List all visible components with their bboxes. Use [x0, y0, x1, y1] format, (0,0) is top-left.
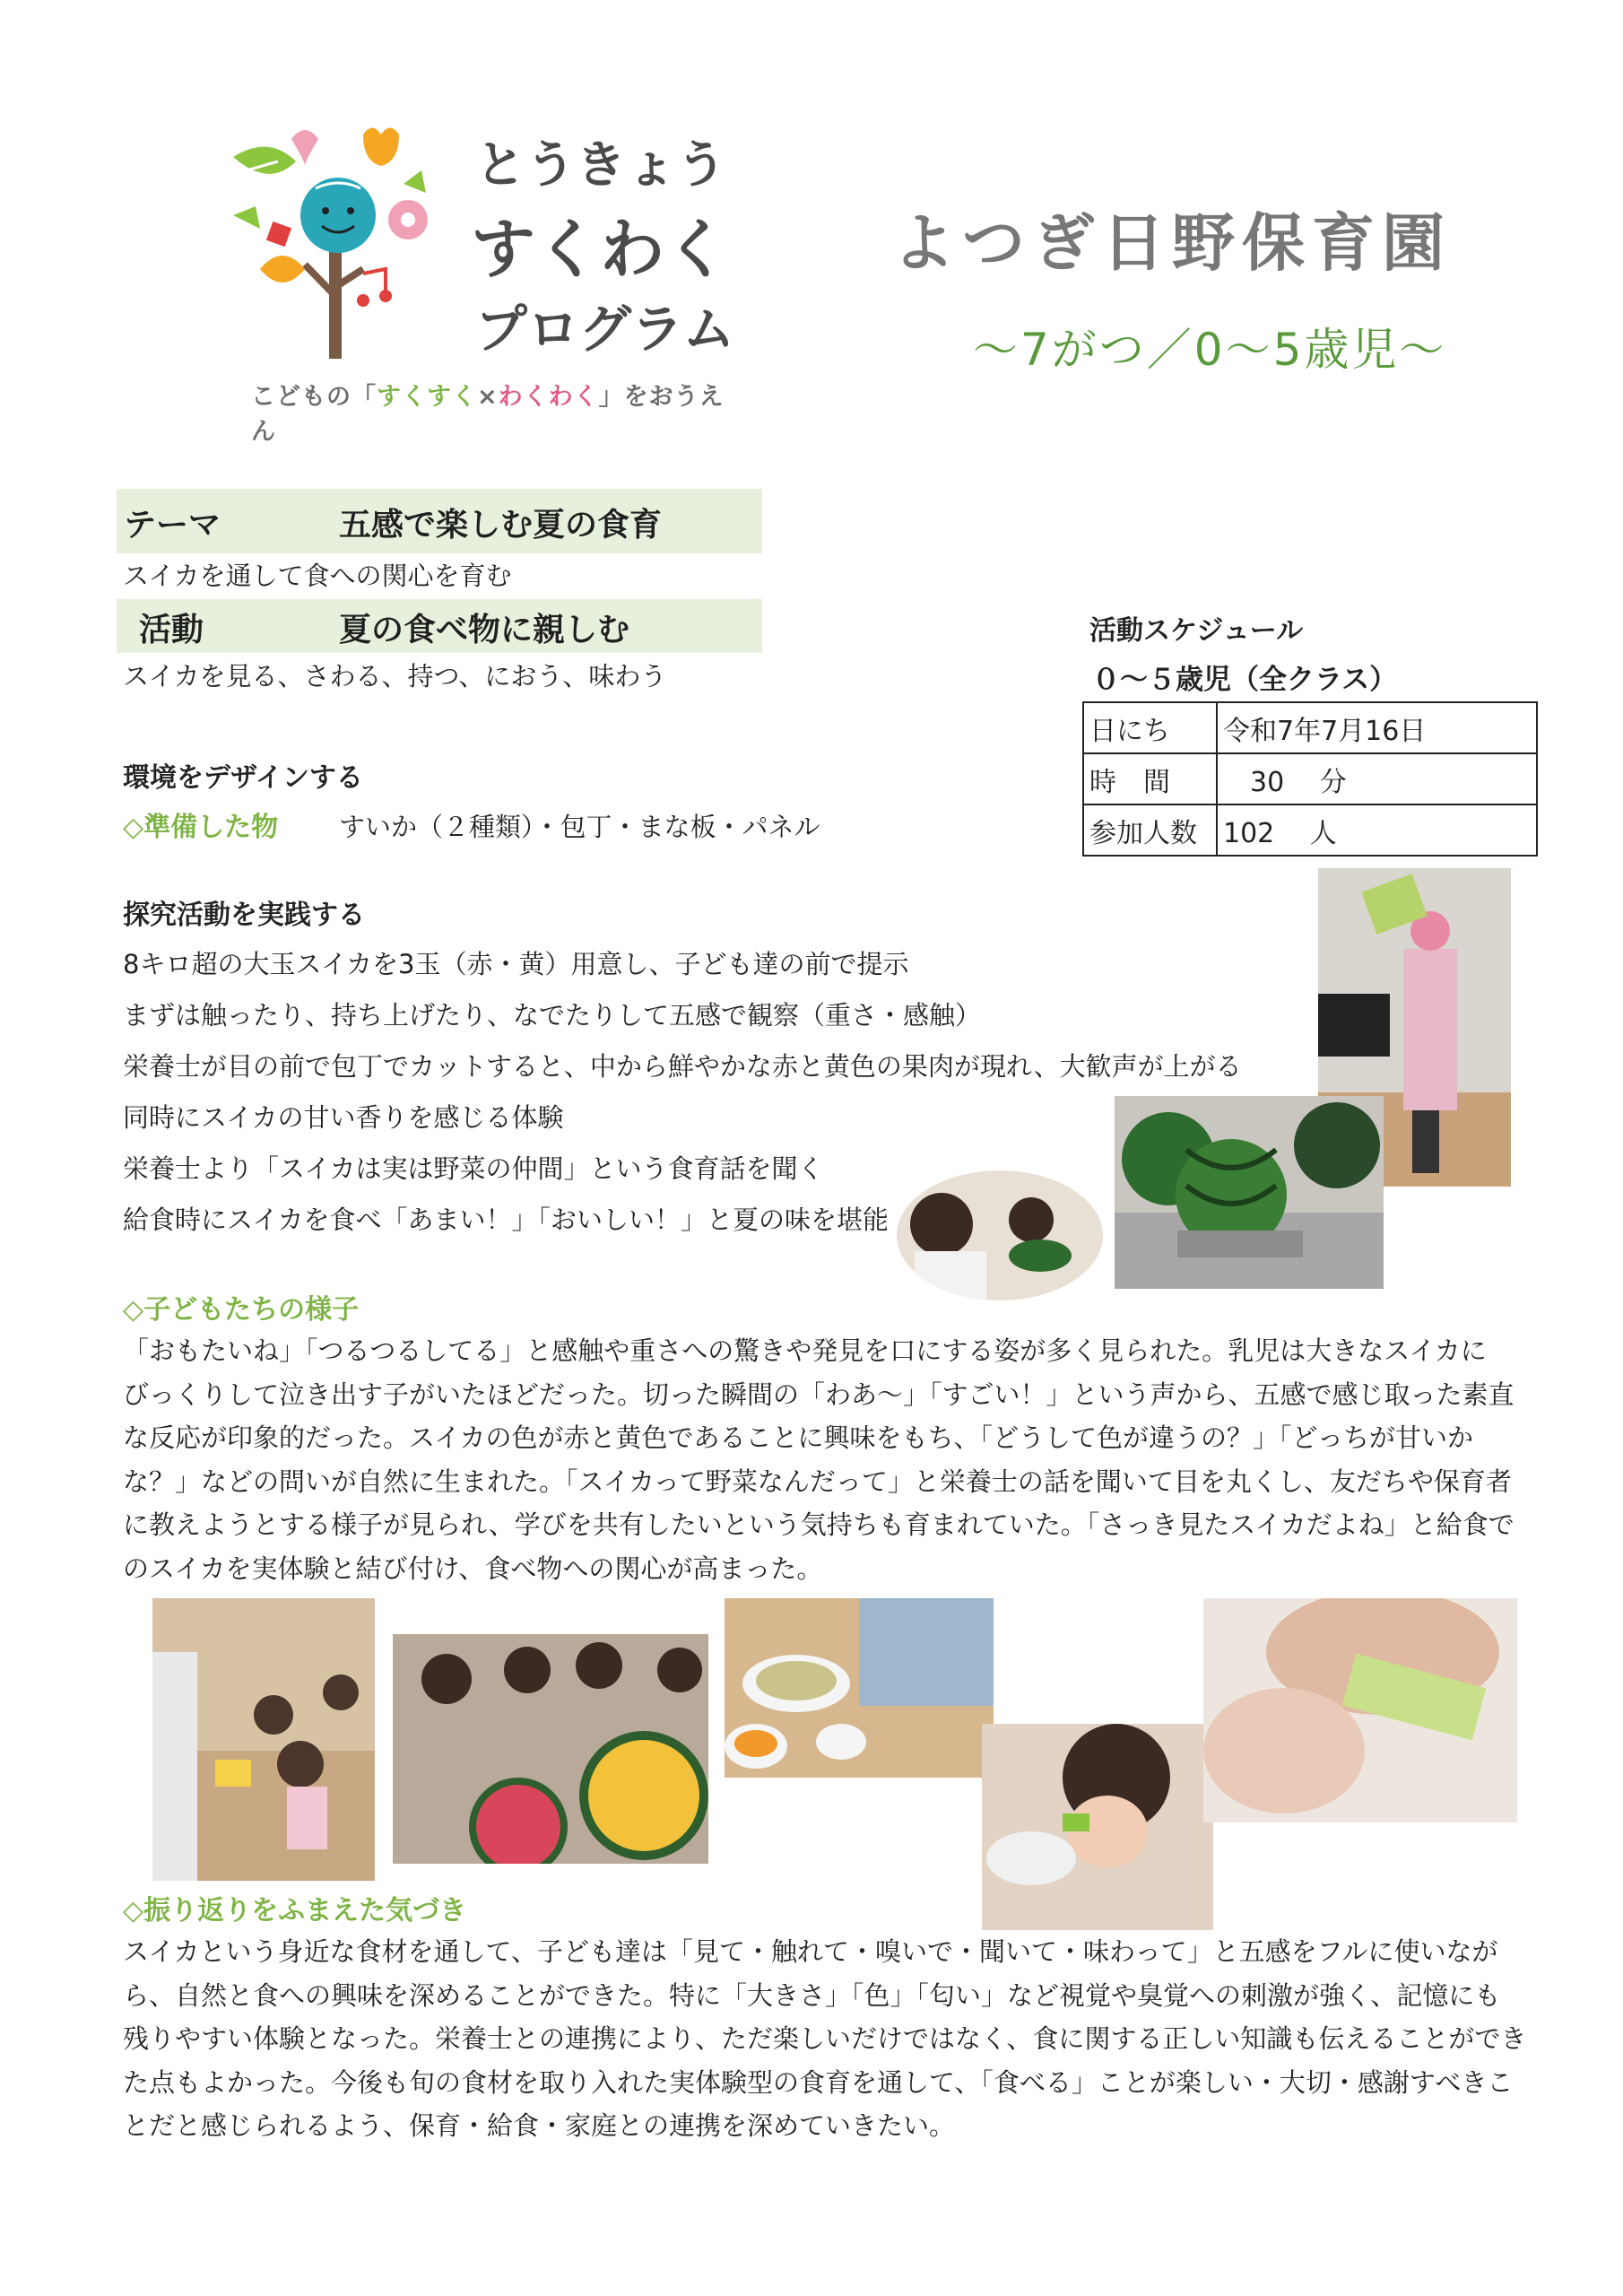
photo-children-eating [897, 1170, 1103, 1300]
reflection-paragraph [123, 1930, 1602, 2148]
schedule-value: 30 分 [1217, 753, 1537, 804]
reflection-line: とだと感じられるよう、保育・給食・家庭との連携を深めていきたい。 [123, 2110, 956, 2141]
tagline-x: × [477, 383, 499, 411]
schedule-key: 参加人数 [1083, 804, 1217, 856]
photo-eating-closeup [1203, 1598, 1517, 1822]
schedule-class: ０～５歳児（全クラス） [1092, 664, 1398, 696]
inquiry-line: 同時にスイカの甘い香りを感じる体験 [123, 1102, 564, 1133]
schedule-key: 日にち [1083, 702, 1217, 753]
activity-band [117, 599, 762, 653]
activity-desc: スイカを見る、さわる、持つ、におう、味わう [123, 661, 667, 691]
children-line: に教えようとする様子が見られ、学びを共有したいという気持ちも育まれていた。「さっき見たスイカだよね」と給食で [123, 1509, 1515, 1540]
environment-heading: 環境をデザインする [123, 762, 363, 794]
schedule-row [1083, 702, 1537, 753]
photo-watermelons [1115, 1096, 1384, 1289]
schedule-key: 時 間 [1083, 753, 1217, 804]
schedule-value: 102 人 [1217, 804, 1537, 856]
inquiry-line: 栄養士が目の前で包丁でカットすると、中から鮮やかな赤と黄色の果肉が現れ、大歓声が上がる [123, 1051, 1242, 1082]
tree-logo-icon [229, 117, 453, 368]
children-line: びっくりして泣き出す子がいたほどだった。切った瞬間の「わあ～」「すごい！」という声から、五感で感じ取った素直 [123, 1378, 1515, 1410]
logo-line3: プログラム [475, 299, 735, 360]
theme-band [117, 489, 762, 553]
theme-value: 五感で楽しむ夏の食育 [339, 507, 663, 544]
tagline-post: 」をおうえん [251, 383, 725, 446]
activity-label: 活動 [139, 612, 204, 648]
reflection-line: た点もよかった。今後も旬の食材を取り入れた実体験型の食育を通して、「食べる」ことが楽しい・大切・感謝すべきこ [123, 2066, 1514, 2098]
activity-value: 夏の食べ物に親しむ [339, 612, 630, 648]
photo-lunch-tray [725, 1598, 994, 1778]
theme-label: テーマ [124, 507, 221, 544]
children-paragraph [123, 1329, 1602, 1590]
prep-items: すいか（２種類）・包丁・まな板・パネル [339, 812, 820, 842]
photo-toddlers [152, 1598, 375, 1881]
inquiry-heading: 探究活動を実践する [123, 900, 365, 931]
children-heading: ◇子どもたちの様子 [123, 1294, 360, 1326]
program-logo [229, 117, 749, 446]
prep-label: ◇準備した物 [123, 812, 279, 843]
inquiry-line: 8キロ超の大玉スイカを3玉（赤・黄）用意し、子ども達の前で提示 [123, 949, 909, 979]
school-name: よつぎ日野保育園 [892, 206, 1452, 280]
photo-cut-watermelon [393, 1634, 708, 1864]
reflection-heading: ◇振り返りをふまえた気づき [123, 1895, 467, 1926]
reflection-line: スイカという身近な食材を通して、子ども達は「見て・触れて・嗅いで・聞いて・味わって」と五感をフルに使いなが [123, 1936, 1498, 1967]
children-line: な？」などの問いが自然に生まれた。「スイカって野菜なんだって」と栄養士の話を聞いて目を丸くし、友だちや保育者 [123, 1465, 1512, 1497]
tagline-pre: こどもの「 [251, 383, 377, 411]
children-line: な反応が印象的だった。スイカの色が赤と黄色であることに興味をもち、「どうして色が違うの？」「どっちが甘いか [123, 1422, 1473, 1453]
children-line: 「おもたいね」「つるつるしてる」と感触や重さへの驚きや発見を口にする姿が多く見られた。乳児は大きなスイカに [123, 1335, 1487, 1366]
tagline-wakuwaku: わくわく [498, 383, 599, 411]
page-subtitle: ～7がつ／0～5歳児～ [973, 324, 1447, 376]
inquiry-line: 給食時にスイカを食べ「あまい！」「おいしい！」と夏の味を堪能 [123, 1205, 890, 1235]
logo-line2: すくわく [471, 212, 730, 287]
schedule-title: 活動スケジュール [1089, 615, 1304, 647]
inquiry-line: まずは触ったり、持ち上げたり、なでたりして五感で観察（重さ・感触） [123, 1000, 982, 1031]
logo-tagline [251, 377, 749, 447]
schedule-value: 令和7年7月16日 [1217, 702, 1537, 753]
schedule-table [1082, 701, 1538, 857]
reflection-line: ら、自然と食への興味を深めることができた。特に「大きさ」「色」「匂い」など視覚や臭覚への刺激が強く、記憶にも [123, 1979, 1501, 2011]
theme-desc: スイカを通して食への関心を育む [123, 561, 512, 591]
schedule-row [1083, 753, 1537, 804]
reflection-line: 残りやすい体験となった。栄養士との連携により、ただ楽しいだけではなく、食に関する正しい知識も伝えることができ [123, 2023, 1527, 2054]
schedule-row [1083, 804, 1537, 856]
photo-child-eating [982, 1724, 1213, 1930]
inquiry-line: 栄養士より「スイカは実は野菜の仲間」という食育話を聞く [123, 1153, 824, 1184]
logo-line1: とうきょう [475, 136, 726, 195]
tagline-sukusuku: すくすく [377, 383, 477, 411]
children-line: のスイカを実体験と結び付け、食べ物への関心が高まった。 [123, 1552, 823, 1584]
